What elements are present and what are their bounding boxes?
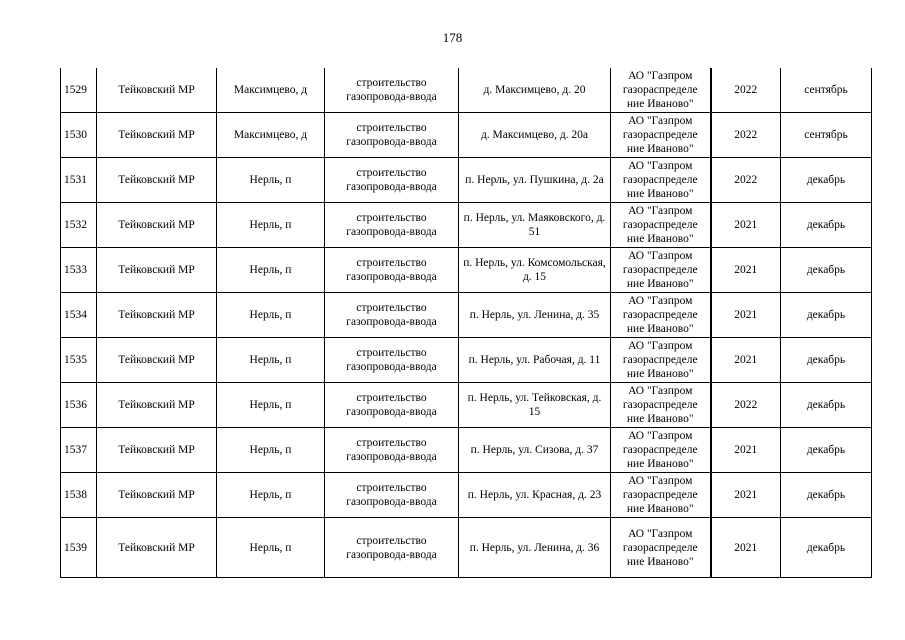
settlement-cell: Нерль, п (217, 428, 325, 473)
year-cell: 2022 (711, 158, 781, 203)
work-type-cell: строительство газопровода-ввода (325, 383, 459, 428)
month-cell: сентябрь (781, 113, 872, 158)
table-row (61, 203, 872, 248)
settlement-cell: Нерль, п (217, 383, 325, 428)
address-cell: п. Нерль, ул. Тейковская, д. 15 (459, 383, 611, 428)
table-row (61, 293, 872, 338)
month-cell: декабрь (781, 473, 872, 518)
work-type-cell: строительство газопровода-ввода (325, 293, 459, 338)
district-cell: Тейковский МР (97, 113, 217, 158)
settlement-cell: Нерль, п (217, 338, 325, 383)
district-cell: Тейковский МР (97, 338, 217, 383)
row-number-cell: 1539 (61, 518, 97, 578)
month-cell: декабрь (781, 428, 872, 473)
month-cell: декабрь (781, 158, 872, 203)
month-cell: сентябрь (781, 68, 872, 113)
table-row (61, 428, 872, 473)
table-row (61, 338, 872, 383)
organization-cell: АО "Газпром газораспределе ние Иваново" (611, 518, 711, 578)
organization-cell: АО "Газпром газораспределе ние Иваново" (611, 203, 711, 248)
district-cell: Тейковский МР (97, 68, 217, 113)
settlement-cell: Нерль, п (217, 203, 325, 248)
row-number-cell: 1535 (61, 338, 97, 383)
year-cell: 2021 (711, 248, 781, 293)
row-number-cell: 1533 (61, 248, 97, 293)
table-row (61, 383, 872, 428)
address-cell: п. Нерль, ул. Комсомольская, д. 15 (459, 248, 611, 293)
district-cell: Тейковский МР (97, 428, 217, 473)
year-cell: 2021 (711, 518, 781, 578)
settlement-cell: Нерль, п (217, 158, 325, 203)
district-cell: Тейковский МР (97, 248, 217, 293)
district-cell: Тейковский МР (97, 203, 217, 248)
organization-cell: АО "Газпром газораспределе ние Иваново" (611, 428, 711, 473)
organization-cell: АО "Газпром газораспределе ние Иваново" (611, 338, 711, 383)
year-cell: 2021 (711, 293, 781, 338)
settlement-cell: Максимцево, д (217, 113, 325, 158)
organization-cell: АО "Газпром газораспределе ние Иваново" (611, 473, 711, 518)
address-cell: д. Максимцево, д. 20 (459, 68, 611, 113)
row-number-cell: 1530 (61, 113, 97, 158)
month-cell: декабрь (781, 293, 872, 338)
district-cell: Тейковский МР (97, 518, 217, 578)
district-cell: Тейковский МР (97, 473, 217, 518)
table-body (61, 68, 872, 578)
row-number-cell: 1531 (61, 158, 97, 203)
month-cell: декабрь (781, 338, 872, 383)
year-cell: 2022 (711, 383, 781, 428)
work-type-cell: строительство газопровода-ввода (325, 518, 459, 578)
work-type-cell: строительство газопровода-ввода (325, 203, 459, 248)
month-cell: декабрь (781, 518, 872, 578)
organization-cell: АО "Газпром газораспределе ние Иваново" (611, 68, 711, 113)
address-cell: п. Нерль, ул. Ленина, д. 35 (459, 293, 611, 338)
gas-connection-table (60, 68, 872, 578)
table-row (61, 158, 872, 203)
table-row (61, 113, 872, 158)
row-number-cell: 1537 (61, 428, 97, 473)
organization-cell: АО "Газпром газораспределе ние Иваново" (611, 383, 711, 428)
address-cell: д. Максимцево, д. 20а (459, 113, 611, 158)
settlement-cell: Максимцево, д (217, 68, 325, 113)
month-cell: декабрь (781, 203, 872, 248)
work-type-cell: строительство газопровода-ввода (325, 158, 459, 203)
settlement-cell: Нерль, п (217, 473, 325, 518)
year-cell: 2021 (711, 473, 781, 518)
year-cell: 2021 (711, 428, 781, 473)
work-type-cell: строительство газопровода-ввода (325, 338, 459, 383)
district-cell: Тейковский МР (97, 293, 217, 338)
month-cell: декабрь (781, 248, 872, 293)
district-cell: Тейковский МР (97, 158, 217, 203)
year-cell: 2022 (711, 113, 781, 158)
work-type-cell: строительство газопровода-ввода (325, 113, 459, 158)
year-cell: 2021 (711, 338, 781, 383)
year-cell: 2022 (711, 68, 781, 113)
settlement-cell: Нерль, п (217, 518, 325, 578)
organization-cell: АО "Газпром газораспределе ние Иваново" (611, 248, 711, 293)
organization-cell: АО "Газпром газораспределе ние Иваново" (611, 293, 711, 338)
address-cell: п. Нерль, ул. Сизова, д. 37 (459, 428, 611, 473)
organization-cell: АО "Газпром газораспределе ние Иваново" (611, 158, 711, 203)
row-number-cell: 1536 (61, 383, 97, 428)
work-type-cell: строительство газопровода-ввода (325, 248, 459, 293)
district-cell: Тейковский МР (97, 383, 217, 428)
page-number: 178 (442, 30, 463, 45)
work-type-cell: строительство газопровода-ввода (325, 68, 459, 113)
settlement-cell: Нерль, п (217, 248, 325, 293)
address-cell: п. Нерль, ул. Маяковского, д. 51 (459, 203, 611, 248)
settlement-cell: Нерль, п (217, 293, 325, 338)
row-number-cell: 1532 (61, 203, 97, 248)
organization-cell: АО "Газпром газораспределе ние Иваново" (611, 113, 711, 158)
table-row (61, 473, 872, 518)
row-number-cell: 1529 (61, 68, 97, 113)
table-row (61, 248, 872, 293)
month-cell: декабрь (781, 383, 872, 428)
table-row (61, 68, 872, 113)
row-number-cell: 1538 (61, 473, 97, 518)
address-cell: п. Нерль, ул. Рабочая, д. 11 (459, 338, 611, 383)
work-type-cell: строительство газопровода-ввода (325, 473, 459, 518)
address-cell: п. Нерль, ул. Красная, д. 23 (459, 473, 611, 518)
table-row (61, 518, 872, 578)
work-type-cell: строительство газопровода-ввода (325, 428, 459, 473)
address-cell: п. Нерль, ул. Пушкина, д. 2а (459, 158, 611, 203)
row-number-cell: 1534 (61, 293, 97, 338)
address-cell: п. Нерль, ул. Ленина, д. 36 (459, 518, 611, 578)
year-cell: 2021 (711, 203, 781, 248)
